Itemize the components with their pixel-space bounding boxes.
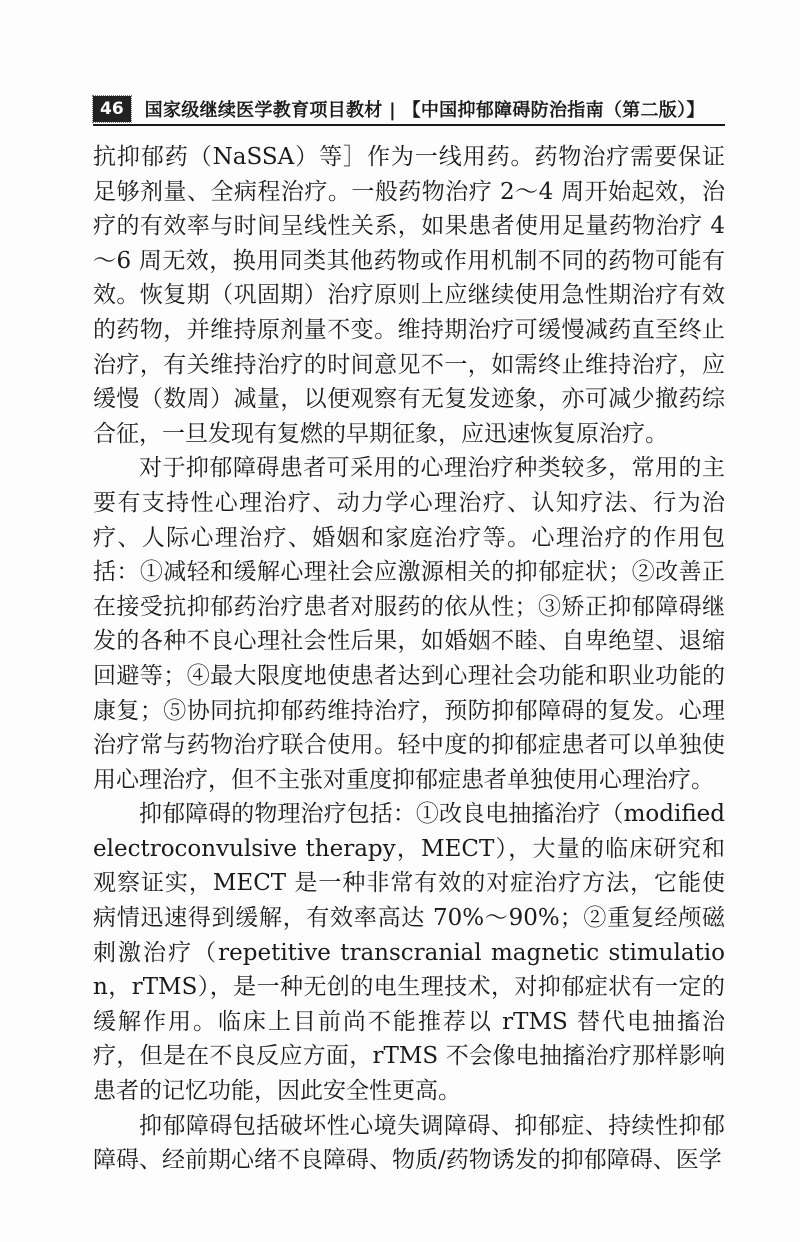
running-header [93,94,725,124]
paragraph-continued: 抗抑郁药（NaSSA）等］作为一线用药。药物治疗需要保证足够剂量、全病程治疗。一般药物治疗 2～4 周开始起效，治疗的有效率与时间呈线性关系，如果患者使用足量药物治疗 4～6 周无效，换用同类其他药物或作用机制不同的药物可能有效。恢复期（巩固期）治疗原则上应继续使用急性期治疗有效的药物，并维持原剂量不变。维持期治疗可缓慢减药直至终止治疗，有关维持治疗的时间意见不一，如需终止维持治疗，应缓慢（数周）减量，以便观察有无复发迹象，亦可减少撤药综合征，一旦发现有复燃的早期征象，应迅速恢复原治疗。 [93,144,725,447]
paragraph-physical-therapy: 抑郁障碍的物理治疗包括：①改良电抽搐治疗（modified electroconvulsive therapy，MECT），大量的临床研究和观察证实，MECT 是一种非常有效的对症治疗方法，它能使病情迅速得到缓解，有效率高达 70%～90%；②重复经颅磁刺激治疗（repetitive transcranial magnetic stimulation，rTMS），是一种无创的电生理技术，对抑郁症状有一定的缓解作用。临床上目前尚不能推荐以 rTMS 替代电抽搐治疗，但是在不良反应方面，rTMS 不会像电抽搐治疗那样影响患者的记忆功能，因此安全性更高。 [93,801,725,1105]
page-number: 46 [93,96,131,122]
paragraph-psychotherapy: 对于抑郁障碍患者可采用的心理治疗种类较多，常用的主要有支持性心理治疗、动力学心理治疗、认知疗法、行为治疗、人际心理治疗、婚姻和家庭治疗等。心理治疗的作用包括：①减轻和缓解心理社会应激源相关的抑郁症状；②改善正在接受抗抑郁药治疗患者对服药的依从性；③矫正抑郁障碍继发的各种不良心理社会性后果，如婚姻不睦、自卑绝望、退缩回避等；④最大限度地使患者达到心理社会功能和职业功能的康复；⑤协同抗抑郁药维持治疗，预防抑郁障碍的复发。心理治疗常与药物治疗联合使用。轻中度的抑郁症患者可以单独使用心理治疗，但不主张对重度抑郁症患者单独使用心理治疗。 [93,455,725,793]
paragraph-classification: 抑郁障碍包括破坏性心境失调障碍、抑郁症、持续性抑郁障碍、经前期心绪不良障碍、物质/药物诱发的抑郁障碍、医学 [93,1112,725,1174]
body-text [93,140,725,1178]
running-title: 国家级继续医学教育项目教材 | 【中国抑郁障碍防治指南（第二版）】 [144,100,705,121]
header-rule [93,124,725,126]
